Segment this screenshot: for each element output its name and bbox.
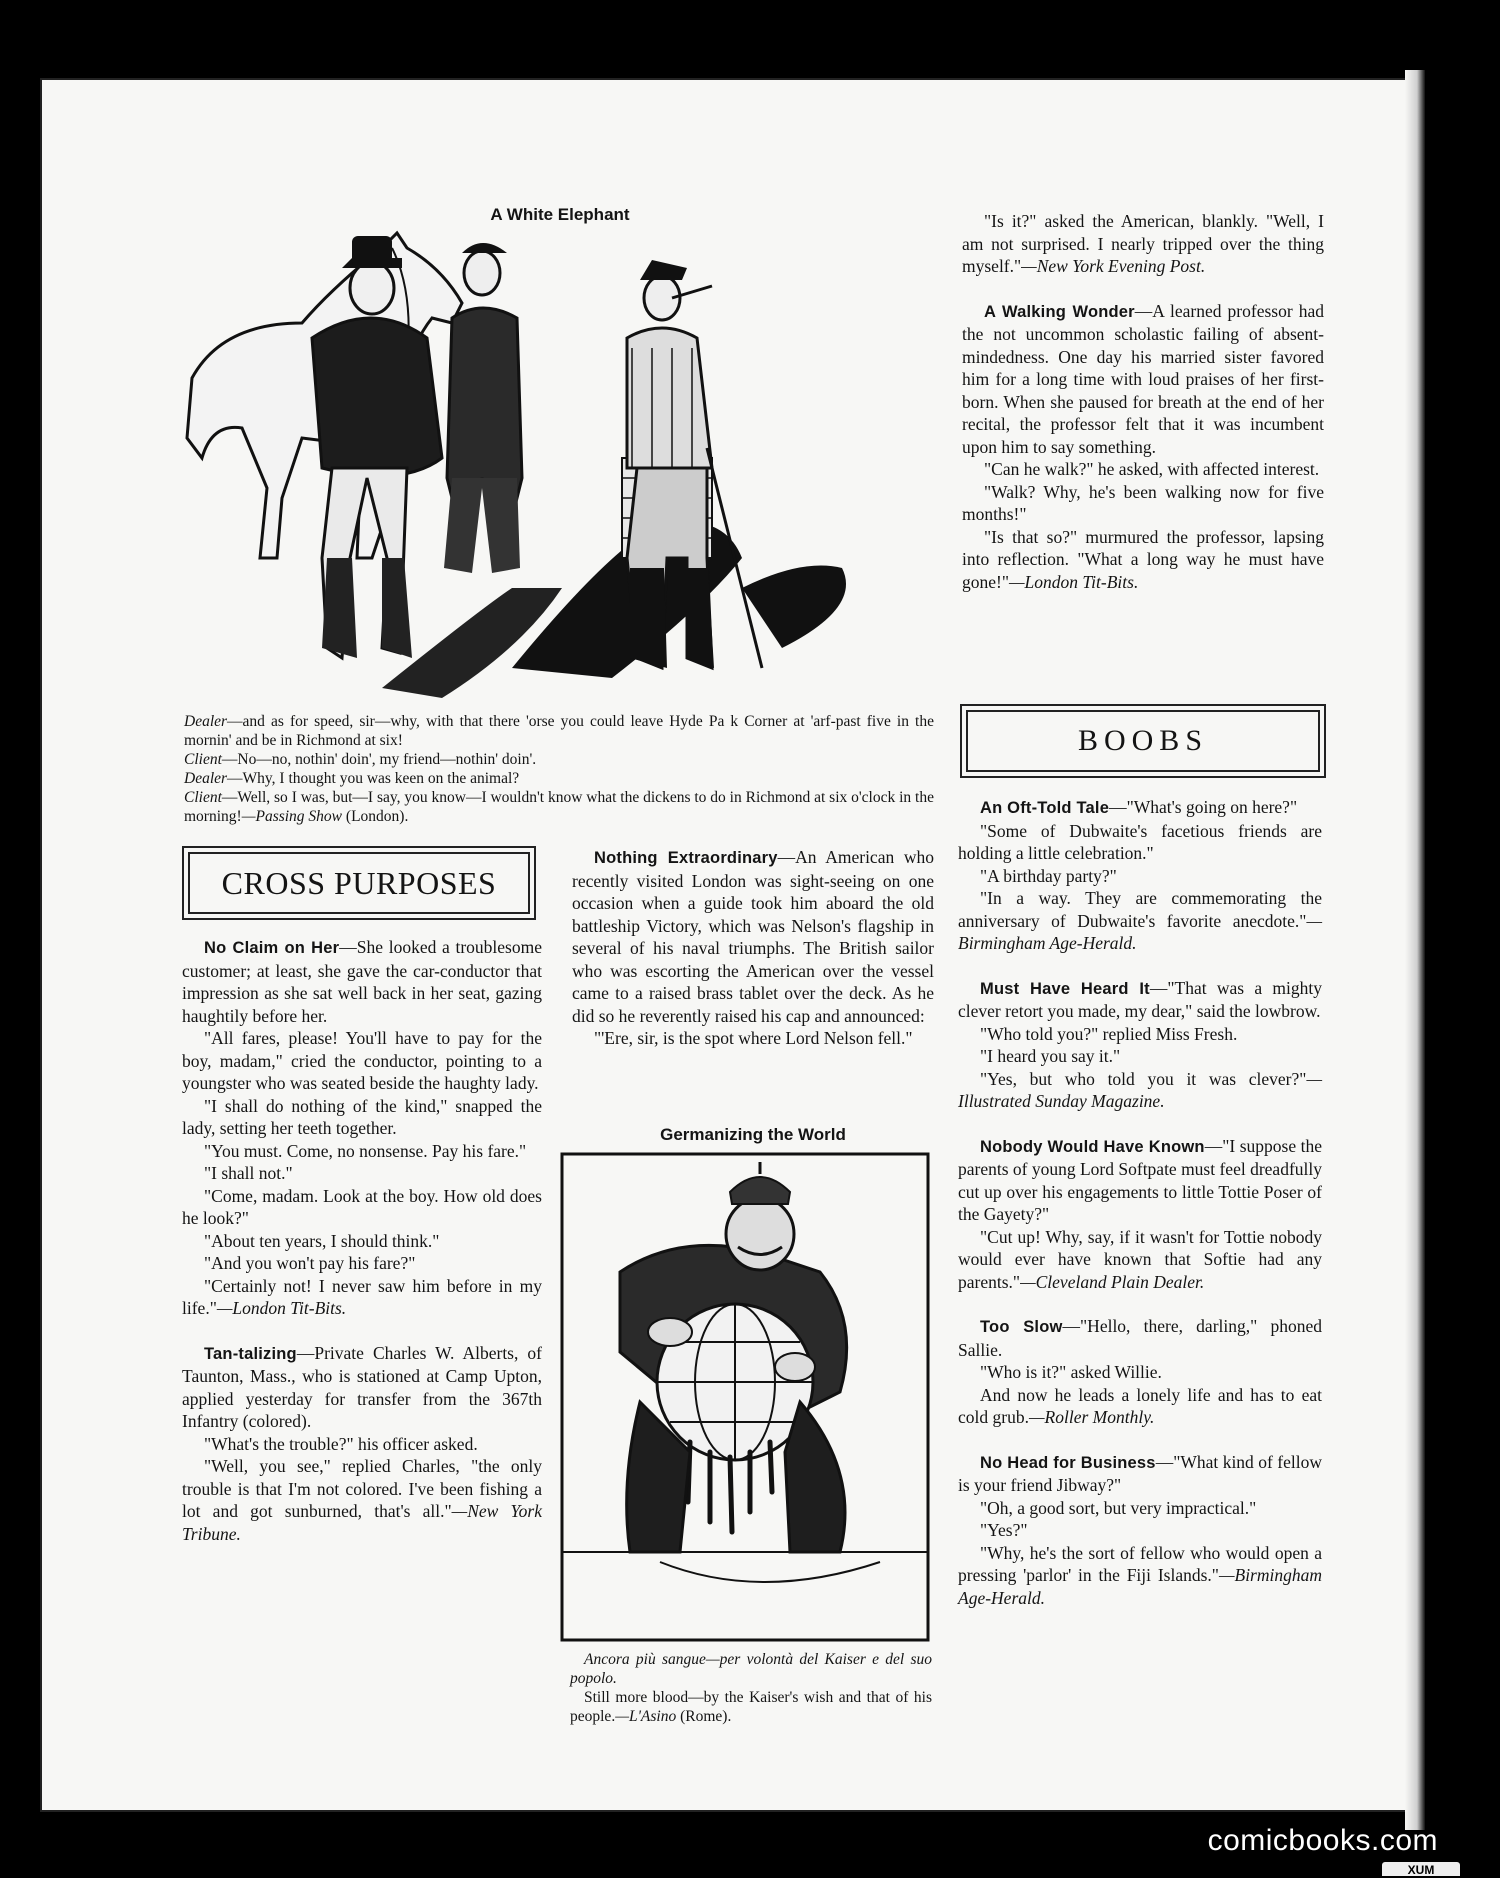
page-spine [1405,70,1425,1830]
boobs-heading: BOOBS [1077,724,1209,757]
cross-purposes-heading: CROSS PURPOSES [221,864,497,901]
caption-text: Why, I thought you was keen on the animal? [242,770,520,787]
article-paragraph: "About ten years, I should think." [204,1230,440,1251]
article-title: Tan-talizing [204,1344,297,1363]
caption-speaker: Dealer [184,770,228,787]
article-title: A Walking Wonder [984,302,1135,321]
caption-speaker: Client [184,751,222,768]
article-lead: —An American who recently visited London was sight-seeing on one occasion when a guide took him aboard the old battleship Victory, which was Nelson's flagship in several of his naval triumphs. The British sailor who was escorting the American over the vessel came to a raised brass tablet over the deck. As he did so he reverently raised his cap and announced: [572,847,934,1026]
article-lead: —"What kind of fellow is your friend Jibway?" [958,1451,1322,1495]
white-elephant-illustration [182,228,934,708]
article-paragraph: "Why, he's the sort of fellow who would open a pressing 'parlor' in the Fiji Islands." [958,1542,1322,1585]
article-paragraph: "'Ere, sir, is the spot where Lord Nelson fell." [594,1028,913,1048]
article-credit: —Roller Monthly. [1028,1407,1155,1427]
caption-speaker: Dealer [184,713,228,730]
caption-text: Well, so I was, but—I say, you know—I wouldn't know what the dickens to do in Richmond at six o'clock in the morning! [184,789,934,825]
boobs-heading-box [960,704,1326,778]
caption-line: Client—No—no, nothin' doin', my friend—nothin' doin'. [184,751,537,768]
article-title: Must Have Heard It [980,979,1150,998]
article-paragraph: "Yes?" [980,1520,1028,1540]
right-column-boobs [958,796,1322,1609]
caption-line [184,712,934,750]
article-title: Too Slow [980,1318,1063,1336]
article-credit: —New York Evening Post. [1021,256,1206,276]
caption-text: —and as for speed, sir—why, with that there 'orse you could leave Hyde Pa k Corner at 'arf-past five in the mornin' and be in Richmond at six! [184,713,934,749]
article-credit: —London Tit-Bits. [216,1298,347,1318]
cross-purposes-heading-box [182,846,536,920]
caption-line: Client—Well, so I was, but—I say, you know—I wouldn't know what the dickens to do in Richmond at six o'clock in the morning!—Passing Show (London). [184,789,934,825]
article-title: Nobody Would Have Known [980,1137,1205,1156]
white-elephant-caption [184,712,934,826]
article-lead: —She looked a troublesome customer; at least, she gave the car-conductor that impression as she sat well back in her seat, gazing haughtily before her. [182,937,542,1026]
caption-text: No—no, nothin' doin', my friend—nothin' doin'. [237,751,537,768]
article-paragraph: "Who is it?" asked Willie. [980,1362,1162,1382]
caption-english: Still more blood—by the Kaiser's wish and that of his people. [570,1689,932,1725]
article-paragraph: "Can he walk?" he asked, with affected interest. [984,459,1320,479]
article-title: Nothing Extraordinary [594,849,778,867]
middle-column [572,846,934,1050]
article-title: An Oft-Told Tale [980,799,1110,817]
article-paragraph: "Some of Dubwaite's facetious friends are holding a little celebration." [958,820,1322,863]
article-paragraph: And now he leads a lonely life and has to eat cold grub. [958,1384,1322,1427]
germanizing-caption [570,1650,932,1726]
article-paragraph: "Well, you see," replied Charles, "the only trouble is that I'm not colored. I've been fishing a lot and got sunburned, that's all." [182,1456,542,1521]
article-lead: —"I suppose the parents of young Lord Softpate must feel dreadfully cut up over his engagements to little Tottie Poser of the Gayety?" [958,1135,1322,1224]
site-watermark: comicbooks.com [1207,1824,1438,1857]
white-elephant-title: A White Elephant [490,205,630,224]
article-paragraph: "Oh, a good sort, but very impractical." [980,1497,1257,1518]
article-lead: —A learned professor had the not uncommon scholastic failing of absent-mindedness. One day his married sister favored him for a long time with loud praises of her first-born. When she paused for breath at the end of her recital, the professor felt that it was incumbent upon him to say something. [962,300,1324,457]
article-paragraph: "Yes, but who told you it was clever?" [980,1068,1307,1089]
caption-line: Dealer—Why, I thought you was keen on the animal? [184,770,520,787]
caption-credit-place: (London). [345,808,409,825]
article-paragraph: "A birthday party?" [980,865,1117,886]
germanizing-title: Germanizing the World [660,1125,846,1144]
article-title: No Head for Business [980,1453,1156,1472]
corner-tag: XUM [1382,1862,1460,1876]
article-credit: —Illustrated Sunday Magazine. [958,1068,1322,1111]
article-paragraph: "Certainly not! I never saw him before in my life." [182,1275,542,1318]
caption-credit: —L'Asino [615,1708,677,1725]
article-paragraph: "I shall do nothing of the kind," snapped the lady, setting her teeth together. [182,1095,542,1138]
article-credit: —Cleveland Plain Dealer. [1020,1271,1205,1292]
article-credit: —Birmingham Age-Herald. [958,910,1322,953]
article-paragraph: "Is it?" asked the American, blankly. "Well, I am not surprised. I nearly tripped over the thing myself." [962,211,1324,276]
article-paragraph: "Come, madam. Look at the boy. How old does he look?" [182,1185,542,1228]
article-paragraph: "I shall not." [204,1163,293,1183]
caption-credit-place: (Rome). [680,1708,732,1725]
article-paragraph: "Cut up! Why, say, if it wasn't for Tottie nobody would ever have known that Softie had any parents." [958,1226,1322,1292]
left-column [182,936,542,1545]
article-paragraph: "In a way. They are commemorating the anniversary of Dubwaite's favorite anecdote." [958,888,1322,931]
article-title: No Claim on Her [204,939,340,957]
caption-italian: Ancora più sangue—per volontà del Kaiser e del suo popolo. [570,1651,932,1687]
caption-credit: —Passing Show [241,808,343,825]
article-lead: —Private Charles W. Alberts, of Taunton, Mass., who is stationed at Camp Upton, applied yesterday for transfer from the 367th Infantry (colored). [182,1342,542,1431]
article-paragraph: "Walk? Why, he's been walking now for five months!" [962,481,1324,524]
article-paragraph: "I heard you say it." [980,1046,1121,1066]
caption-speaker: Client [184,789,222,806]
caption-english-line [570,1688,932,1726]
article-paragraph: "You must. Come, no nonsense. Pay his fare." [204,1140,527,1161]
article-paragraph: "Who told you?" replied Miss Fresh. [980,1023,1238,1044]
article-credit: —London Tit-Bits. [1009,571,1139,592]
article-paragraph: "Is that so?" murmured the professor, lapsing into reflection. "What a long way he must have gone!" [962,526,1324,592]
article-credit: —New York Tribune. [182,1501,542,1544]
article-paragraph: "And you won't pay his fare?" [204,1253,416,1273]
germanizing-illustration [560,1152,930,1642]
article-paragraph: "What's the trouble?" his officer asked. [204,1433,478,1454]
right-column-top [962,210,1324,593]
article-credit: —Birmingham Age-Herald. [958,1565,1322,1608]
article-paragraph: "All fares, please! You'll have to pay for the boy, madam," cried the conductor, pointing to a youngster who was seated beside the haughty lady. [182,1028,542,1093]
article-lead: —"What's going on here?" [1109,797,1298,817]
article-lead: —"Hello, there, darling," phoned Sallie. [958,1316,1322,1360]
article-lead: —"That was a mighty clever retort you made, my dear," said the lowbrow. [958,977,1322,1021]
